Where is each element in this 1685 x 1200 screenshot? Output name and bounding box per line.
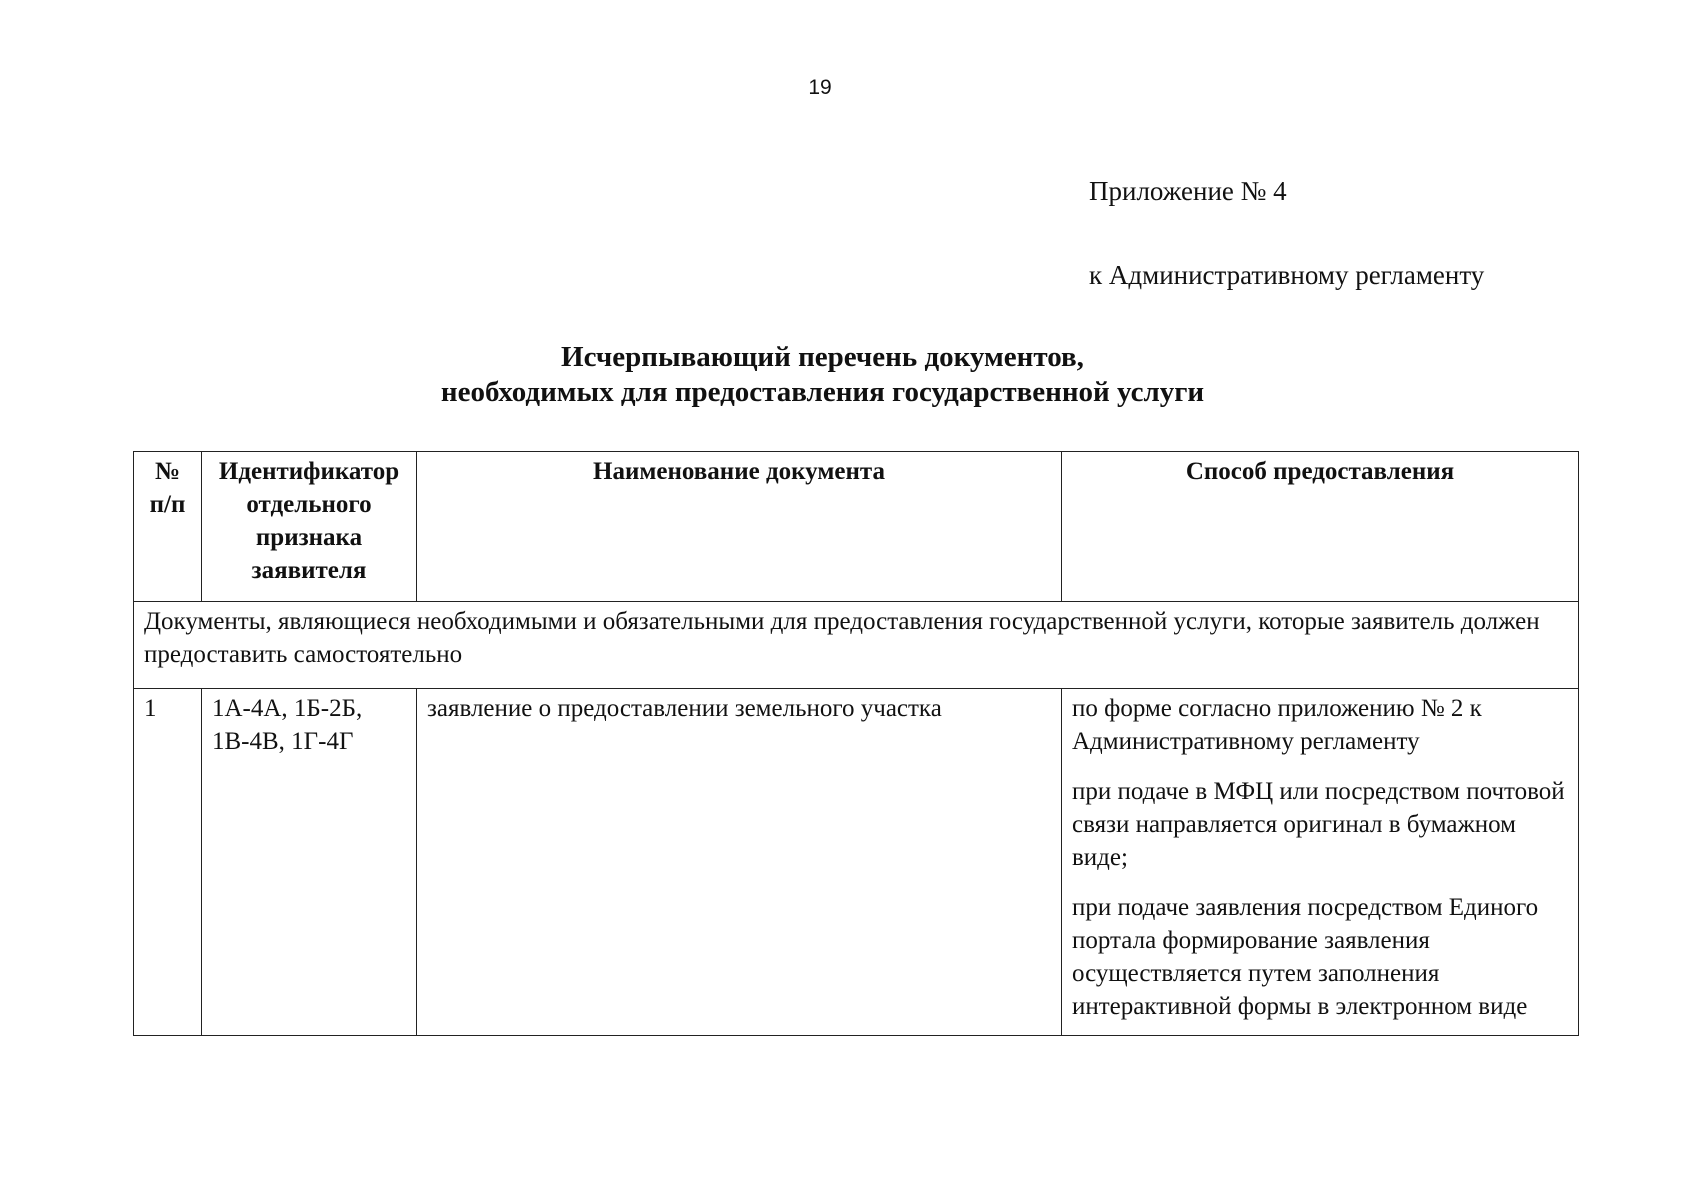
row-document-name: заявление о предоставлении земельного участка: [417, 689, 1062, 1036]
row-identifier: 1А-4А, 1Б-2Б, 1В-4В, 1Г-4Г: [202, 689, 417, 1036]
table-row: [134, 689, 1579, 1036]
document-title-line-1: Исчерпывающий перечень документов,: [561, 341, 1084, 373]
table-header-row: [134, 452, 1579, 602]
header-num: № п/п: [134, 452, 202, 602]
appendix-reference: к Административному регламенту: [1089, 260, 1485, 290]
row-method: [1062, 689, 1579, 1036]
method-paragraph: при подаче в МФЦ или посредством почтовой связи направляется оригинал в бумажном виде;: [1072, 778, 1565, 871]
method-paragraph: при подаче заявления посредством Единого портала формирование заявления осуществляется путем заполнения интерактивной формы в электронном виде: [1072, 894, 1539, 1020]
document-title-line-2: необходимых для предоставления государственной услуги: [440, 376, 1205, 408]
documents-table: [133, 451, 1579, 1036]
header-identifier: Идентификатор отдельного признака заявителя: [202, 452, 417, 602]
appendix-number: Приложение № 4: [1089, 176, 1287, 206]
page-number: 19: [808, 76, 832, 99]
document-title: [120, 340, 1525, 410]
header-document-name: Наименование документа: [417, 452, 1062, 602]
method-paragraph: по форме согласно приложению № 2 к Административному регламенту: [1072, 695, 1482, 755]
header-method: Способ предоставления: [1062, 452, 1579, 602]
row-num: 1: [134, 689, 202, 1036]
section-heading-row: [134, 602, 1579, 689]
section-heading: Документы, являющиеся необходимыми и обязательными для предоставления государственной услуги, которые заявитель должен предоставить самостоятельно: [134, 602, 1579, 689]
